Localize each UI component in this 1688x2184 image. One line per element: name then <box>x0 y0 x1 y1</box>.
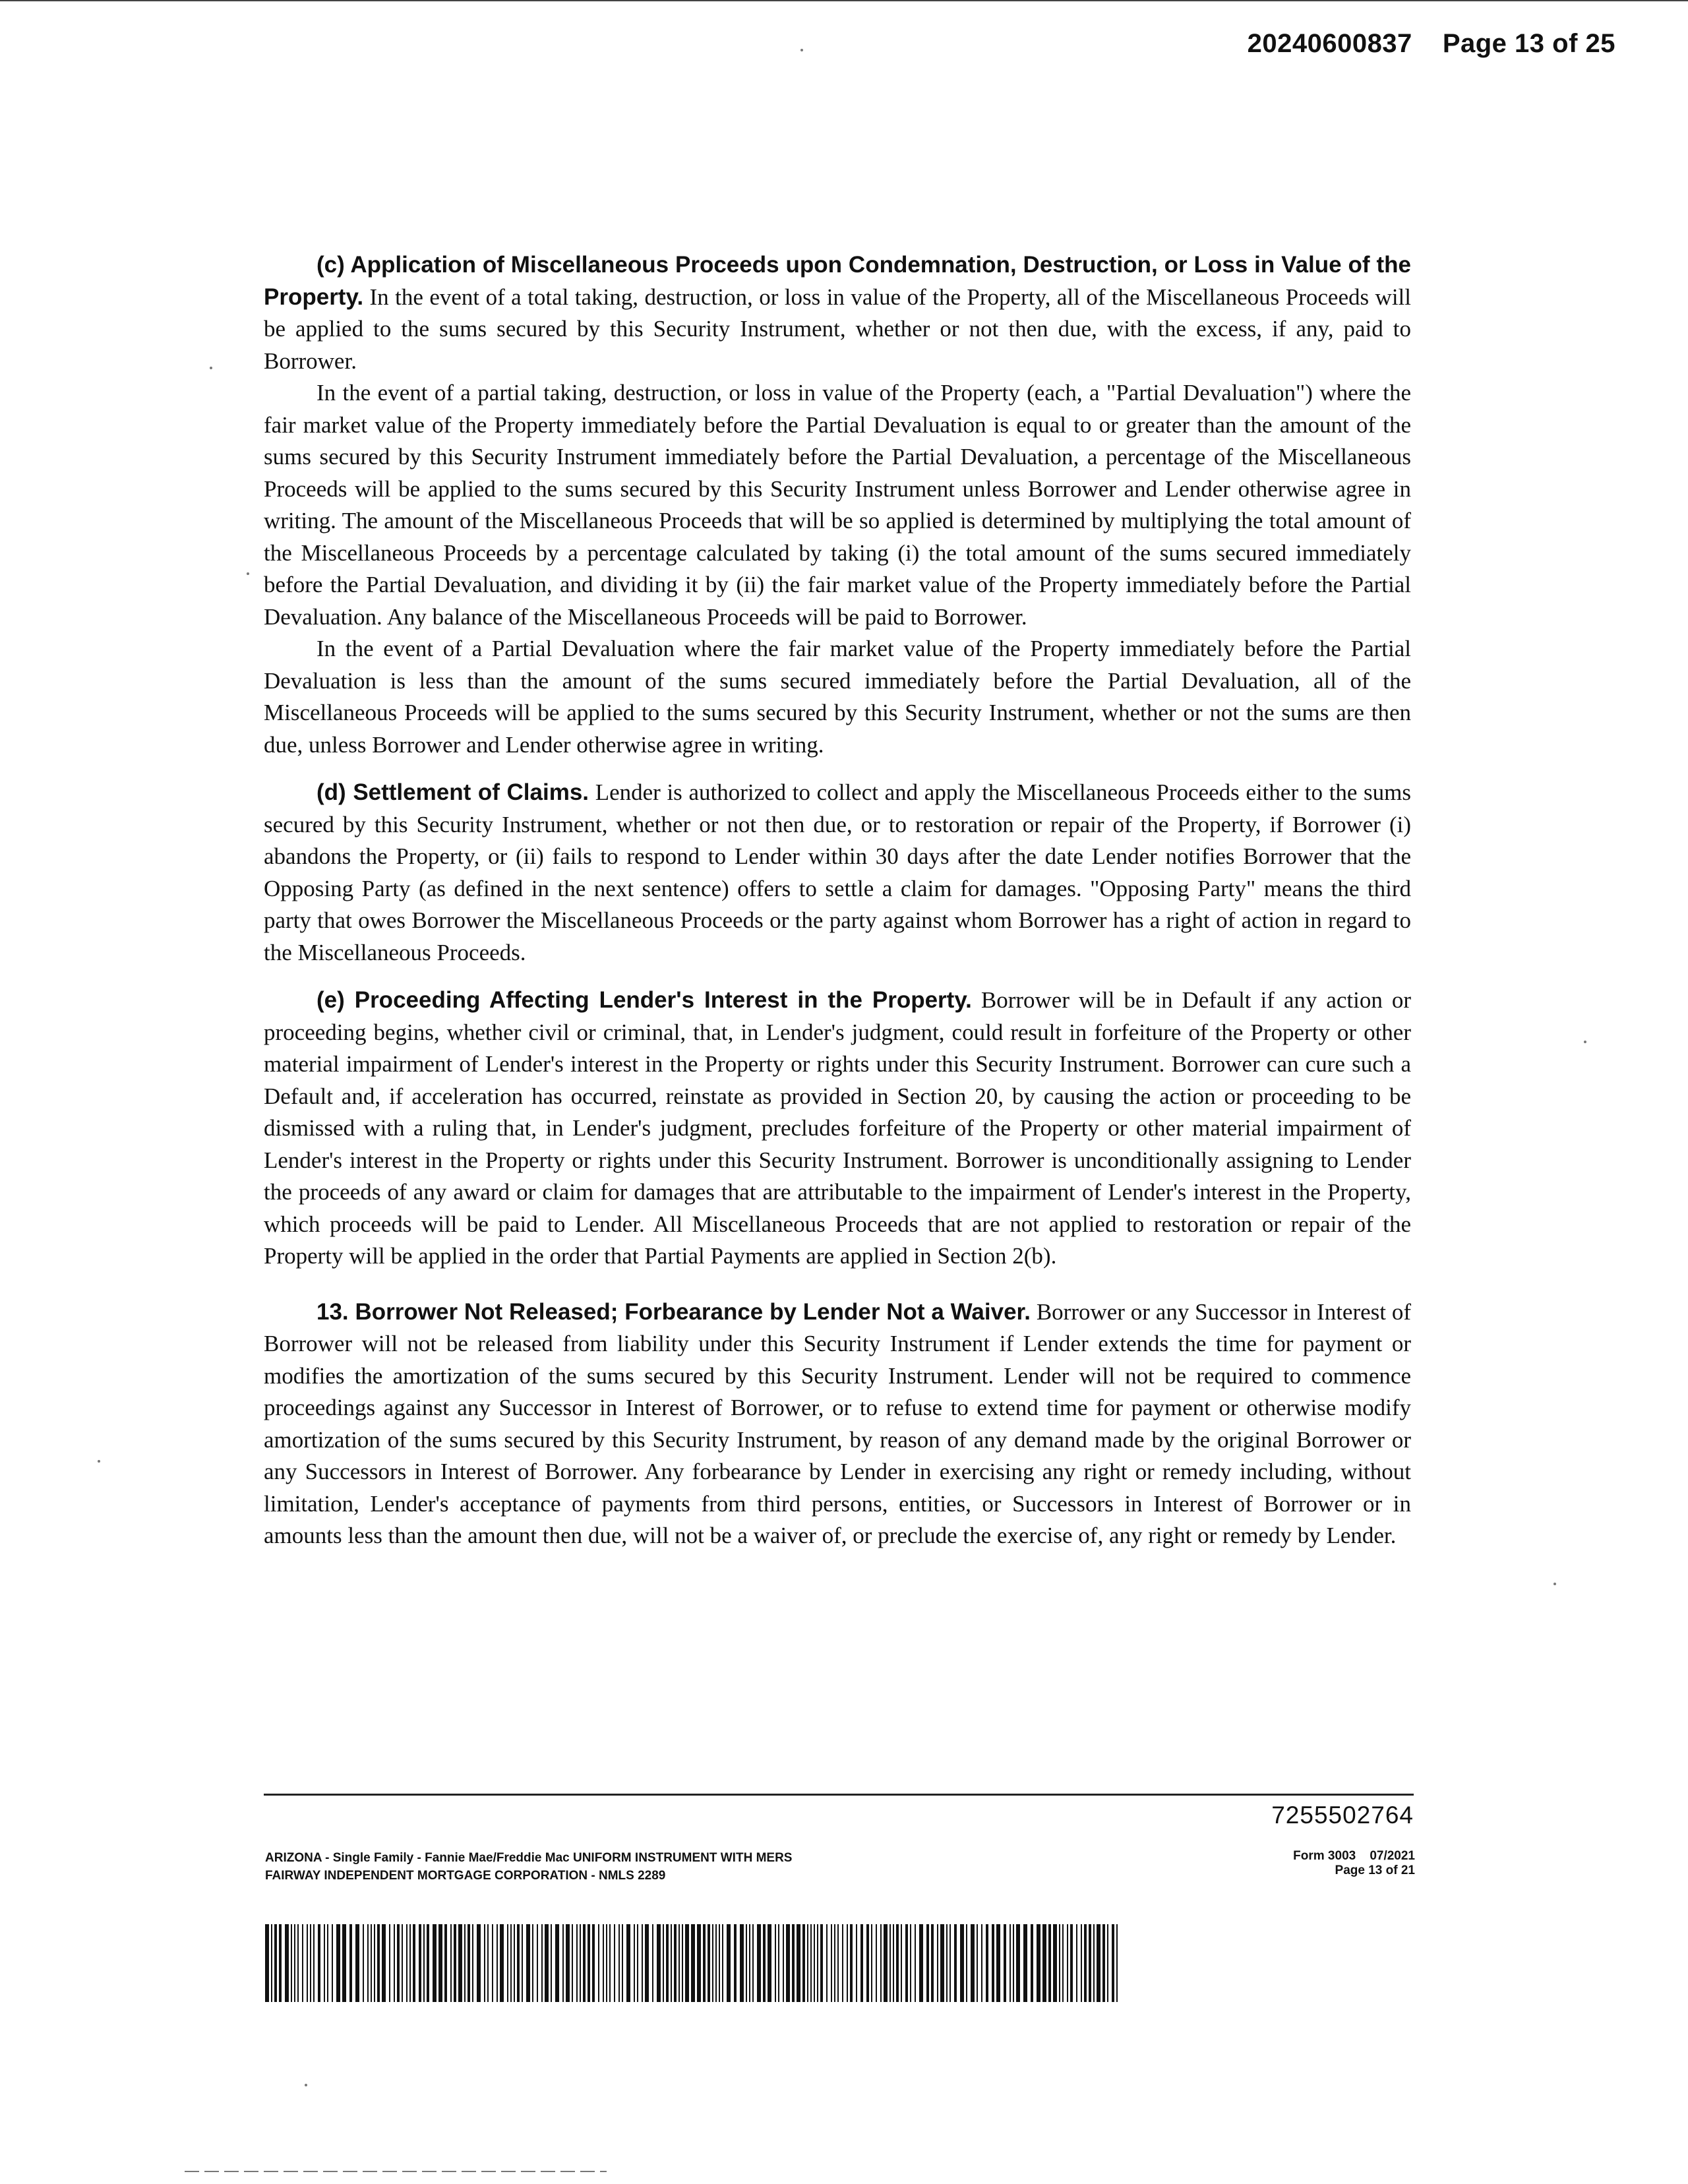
section-c-text-1: In the event of a total taking, destruction, or loss in value of the Property, all of the Miscellaneous Proceeds will be applied to the sums secured by this Security Instrument, whether or not then due, with the excess, if any, paid to Borrower. <box>264 284 1411 374</box>
section-c-heading: (c) Application of Miscellaneous Proceeds upon Condemnation, Destruction, or Loss in Value of the Property. <box>264 252 1411 310</box>
section-13-paragraph <box>264 1296 1411 1552</box>
footer-form-page: Page 13 of 21 <box>1335 1864 1415 1877</box>
section-e-text: Borrower will be in Default if any action or proceeding begins, whether civil or criminal, that, in Lender's judgment, could result in forfeiture of the Property or other material impairment of Lender's interest in the Property or rights under this Security Instrument. Borrower can cure such a Default and, if acceleration has occurred, reinstate as provided in Section 20, by causing the action or proceeding to be dismissed with a ruling that, in Lender's judgment, precludes forfeiture of the Property or other material impairment of Lender's interest in the Property or rights under this Security Instrument. Borrower is unconditionally assigning to Lender the proceeds of any award or claim for damages that are attributable to the impairment of Lender's interest in the Property, which proceeds will be paid to Lender. All Miscellaneous Proceeds that are not applied to restoration or repair of the Property will be applied in the order that Partial Payments are applied in Section 2(b). <box>264 987 1411 1269</box>
scan-speck <box>1553 1583 1556 1585</box>
scan-speck <box>1584 1041 1586 1043</box>
recording-page-label: Page 13 of 25 <box>1442 29 1615 58</box>
footer-form-info <box>265 1849 792 1885</box>
section-e-heading: (e) Proceeding Affecting Lender's Interest in the Property. <box>316 987 972 1013</box>
loan-number: 7255502764 <box>1271 1802 1414 1829</box>
barcode <box>265 1924 1124 2002</box>
scan-speck <box>98 1460 100 1463</box>
section-c-paragraph-3: In the event of a Partial Devaluation where the fair market value of the Property immediately before the Partial Devaluation is less than the amount of the sums secured immediately before the Partial Devaluation, all of the Miscellaneous Proceeds will be applied to the sums secured by this Security Instrument, whether or not the sums are then due, unless Borrower and Lender otherwise agree in writing. <box>264 636 1411 758</box>
footer-instrument-line: ARIZONA - Single Family - Fannie Mae/Freddie Mac UNIFORM INSTRUMENT WITH MERS <box>265 1851 793 1865</box>
section-d-text: Lender is authorized to collect and apply the Miscellaneous Proceeds either to the sums secured by this Security Instrument, whether or not then due, or to restoration or repair of the Property, if Borrower (i) abandons the Property, or (ii) fails to respond to Lender within 30 days after the date Lender notifies Borrower that the Opposing Party (as defined in the next sentence) offers to settle a claim for damages. "Opposing Party" means the third party that owes Borrower the Miscellaneous Proceeds or the party against whom Borrower has a right of action in regard to the Miscellaneous Proceeds. <box>264 779 1411 965</box>
recording-header <box>1248 29 1615 59</box>
footer-lender-line: FAIRWAY INDEPENDENT MORTGAGE CORPORATION - NMLS 2289 <box>265 1869 666 1883</box>
section-13-heading: 13. Borrower Not Released; Forbearance by Lender Not a Waiver. <box>316 1298 1031 1325</box>
top-scan-rule <box>0 0 1688 1</box>
scan-speck <box>210 367 212 369</box>
scan-speck <box>305 2084 307 2086</box>
section-d-heading: (d) Settlement of Claims. <box>316 779 589 805</box>
footer-form-number <box>1293 1849 1415 1878</box>
scan-speck <box>800 49 803 51</box>
section-13-text: Borrower or any Successor in Interest of Borrower will not be released from liability under this Security Instrument if Lender extends the time for payment or modifies the amortization of the sums secured by this Security Instrument. Lender will not be required to commence proceedings against any Successor in Interest of Borrower, or to refuse to extend time for payment or otherwise modify amortization of the sums secured by this Security Instrument, by reason of any demand made by the original Borrower or any Successors in Interest of Borrower. Any forbearance by Lender in exercising any right or remedy including, without limitation, Lender's acceptance of payments from third persons, entities, or Successors in Interest of Borrower or in amounts less than the amount then due, will not be a waiver of, or preclude the exercise of, any right or remedy by Lender. <box>264 1298 1412 1548</box>
section-e-paragraph <box>264 985 1411 1273</box>
scan-speck <box>247 572 249 575</box>
footer-form-line: Form 3003 07/2021 <box>1293 1849 1415 1863</box>
section-c-paragraph-2: In the event of a partial taking, destruction, or loss in value of the Property (each, a "Partial Devaluation") where the fair market value of the Property immediately before the Partial Devaluation is equal to or greater than the amount of the sums secured by this Security Instrument immediately before the Partial Devaluation, a percentage of the Miscellaneous Proceeds will be applied to the sums secured by this Security Instrument unless Borrower and Lender otherwise agree in writing. The amount of the Miscellaneous Proceeds that will be so applied is determined by multiplying the total amount of the Miscellaneous Proceeds by a percentage calculated by taking (i) the total amount of the sums secured immediately before the Partial Devaluation, and dividing it by (ii) the fair market value of the Property immediately before the Partial Devaluation. Any balance of the Miscellaneous Proceeds will be paid to Borrower. <box>264 380 1411 630</box>
footer-divider <box>264 1794 1414 1796</box>
bottom-scan-artifact <box>185 2171 607 2172</box>
section-c-paragraph-1 <box>264 249 1411 377</box>
record-number: 20240600837 <box>1247 29 1412 58</box>
section-d-paragraph <box>264 777 1411 969</box>
document-body <box>264 249 1411 1552</box>
